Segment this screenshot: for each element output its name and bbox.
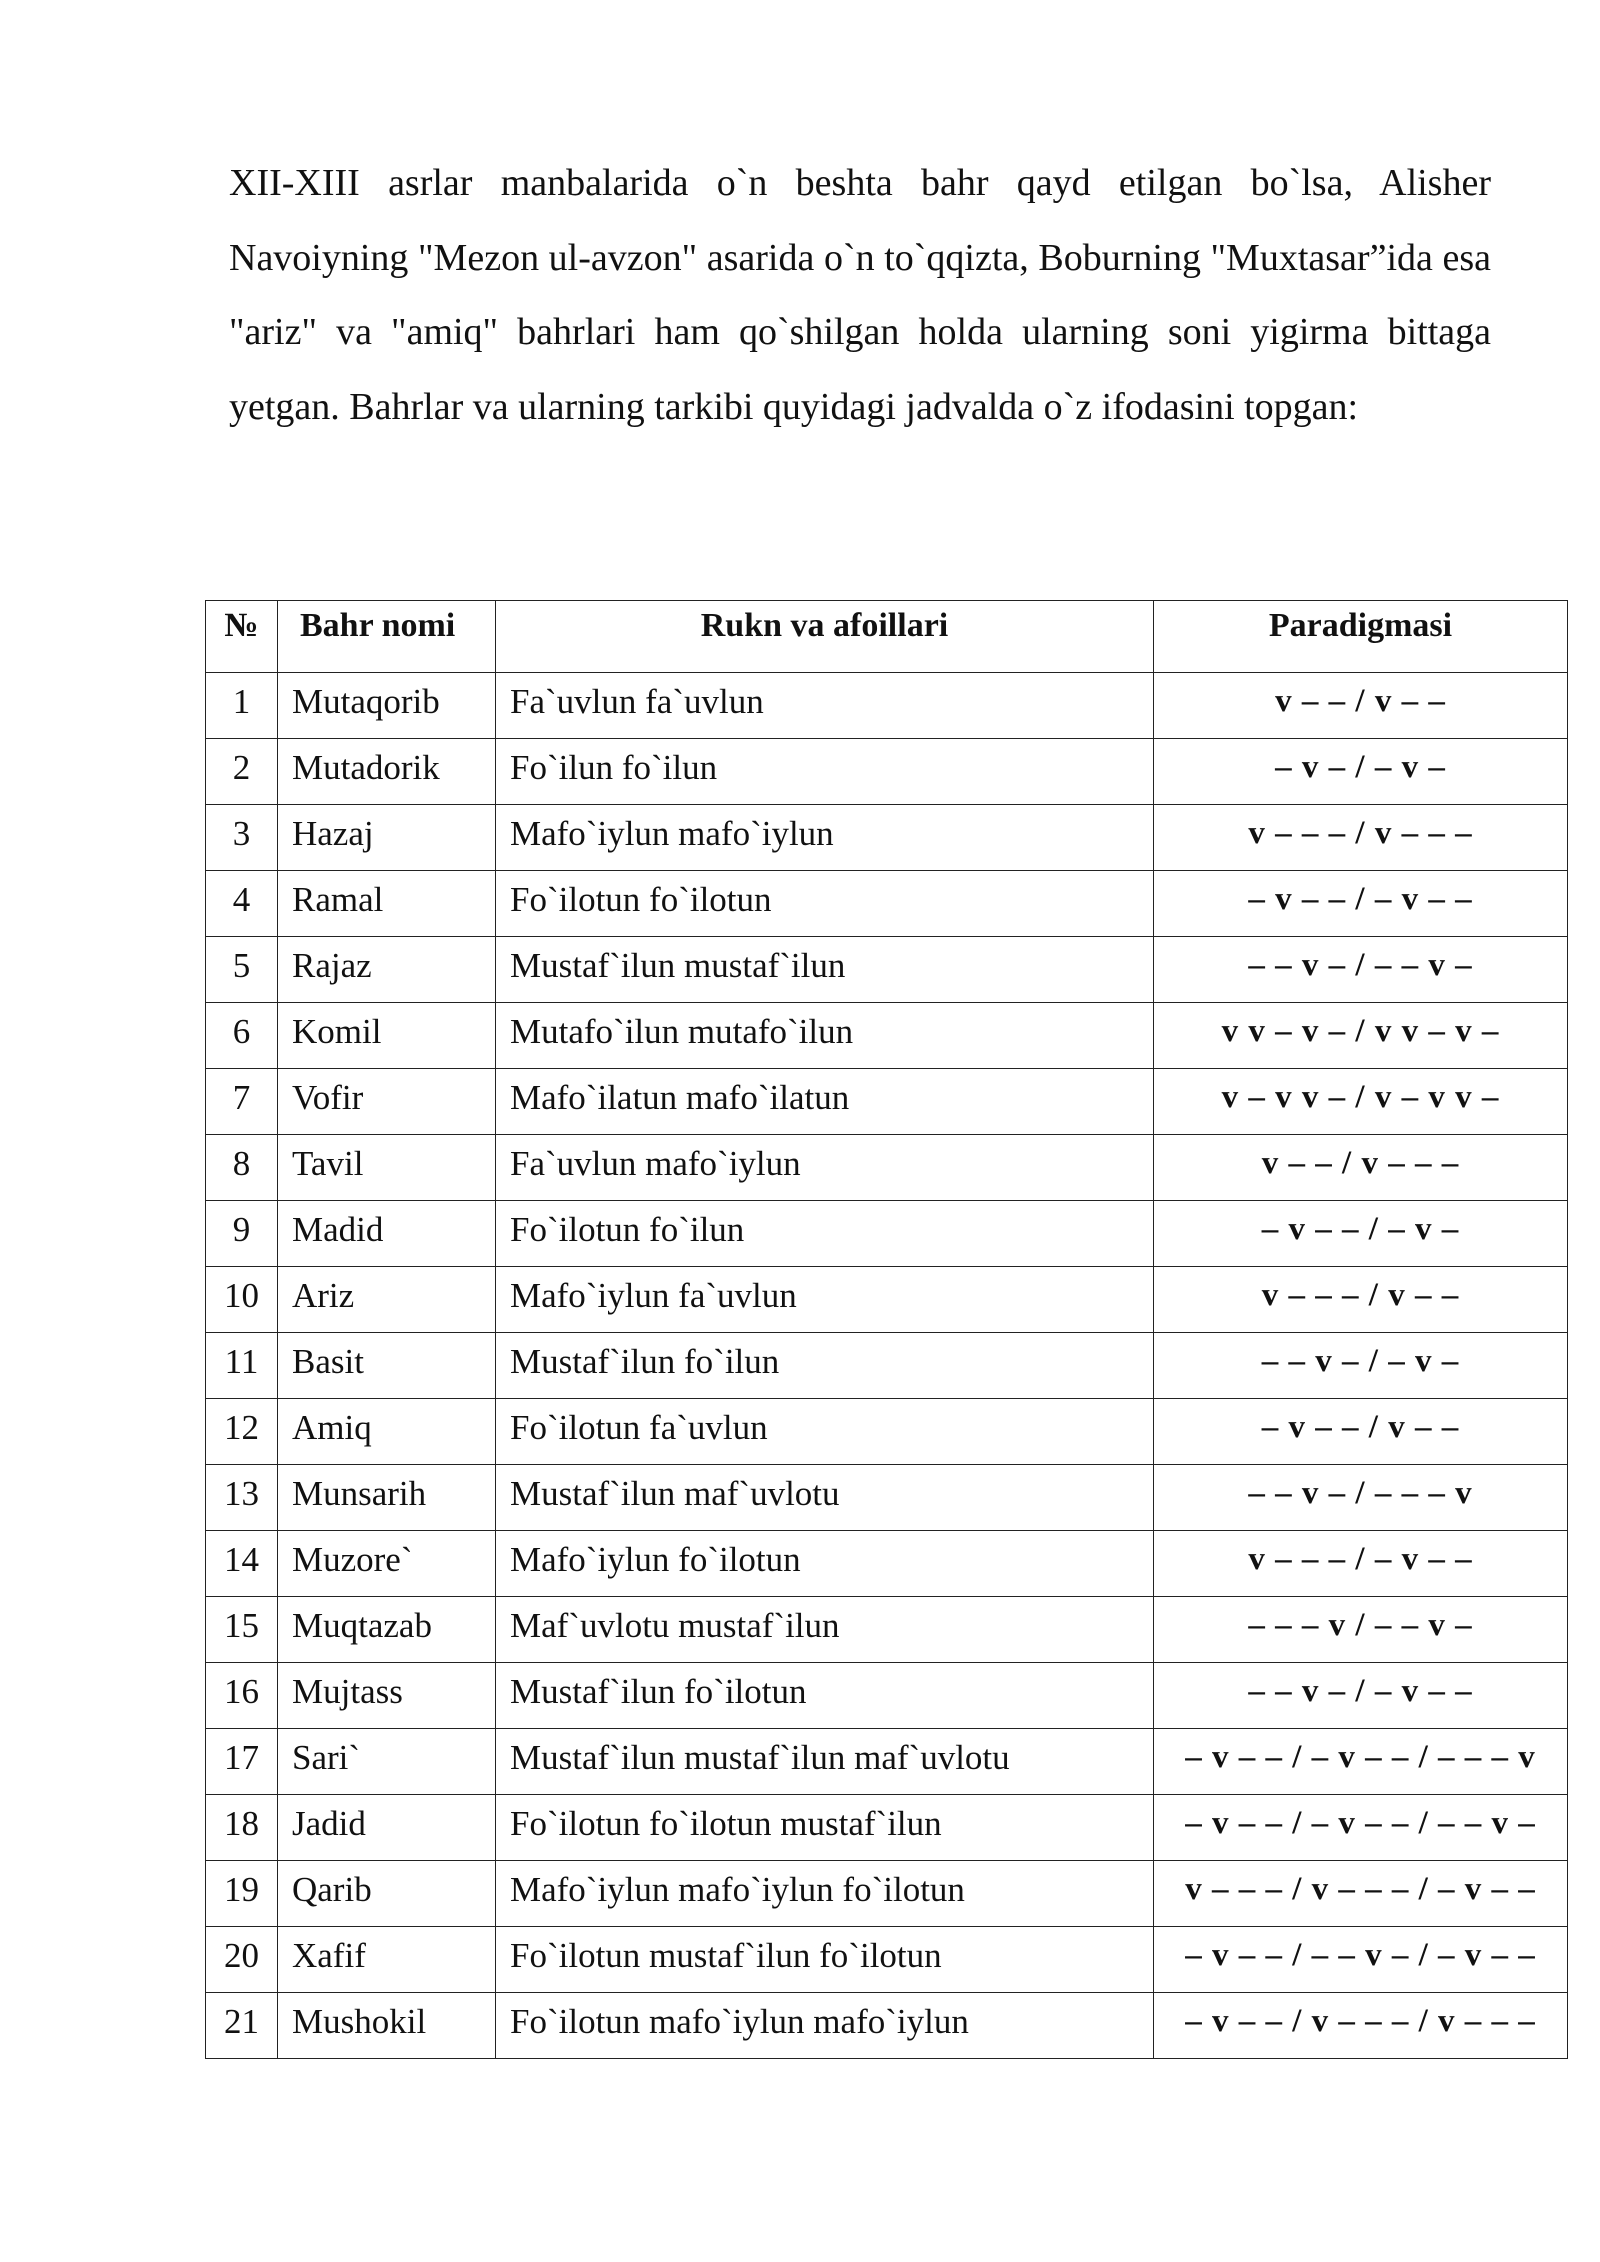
paradigm: – v – – / – v – – / – – – v — [1154, 1729, 1568, 1795]
paradigm: – – v – / – v – — [1154, 1333, 1568, 1399]
bahr-name: Mutaqorib — [278, 673, 496, 739]
rukn-afoil: Fo`ilotun mafo`iylun mafo`iylun — [496, 1993, 1154, 2059]
table-row — [206, 1465, 1568, 1531]
row-number: 7 — [206, 1069, 278, 1135]
row-number: 16 — [206, 1663, 278, 1729]
paradigm: v – – / v – – – — [1154, 1135, 1568, 1201]
row-number: 3 — [206, 805, 278, 871]
paradigm: v – – / v – – — [1154, 673, 1568, 739]
paradigm: v – – – / v – – – — [1154, 805, 1568, 871]
rukn-afoil: Mafo`iylun fo`ilotun — [496, 1531, 1154, 1597]
rukn-afoil: Mafo`ilatun mafo`ilatun — [496, 1069, 1154, 1135]
row-number: 6 — [206, 1003, 278, 1069]
table-row — [206, 1333, 1568, 1399]
paradigm: – v – – / v – – — [1154, 1399, 1568, 1465]
table-row — [206, 1003, 1568, 1069]
rukn-afoil: Fa`uvlun mafo`iylun — [496, 1135, 1154, 1201]
table-body — [206, 673, 1568, 2059]
rukn-afoil: Mustaf`ilun mustaf`ilun maf`uvlotu — [496, 1729, 1154, 1795]
paradigm: v v – v – / v v – v – — [1154, 1003, 1568, 1069]
table-row — [206, 1663, 1568, 1729]
paradigm: – v – – / – v – — [1154, 1201, 1568, 1267]
row-number: 15 — [206, 1597, 278, 1663]
bahr-table — [205, 600, 1568, 2059]
header-number: № — [206, 601, 278, 673]
header-rukn: Rukn va afoillari — [496, 601, 1154, 673]
paradigm: v – – – / v – – – / – v – – — [1154, 1861, 1568, 1927]
paradigm: – v – – / v – – – / v – – – — [1154, 1993, 1568, 2059]
table-row — [206, 1597, 1568, 1663]
rukn-afoil: Mafo`iylun fa`uvlun — [496, 1267, 1154, 1333]
table-row — [206, 1135, 1568, 1201]
rukn-afoil: Mutafo`ilun mutafo`ilun — [496, 1003, 1154, 1069]
paradigm: – v – / – v – — [1154, 739, 1568, 805]
bahr-name: Muqtazab — [278, 1597, 496, 1663]
rukn-afoil: Fo`ilotun fo`ilun — [496, 1201, 1154, 1267]
bahr-name: Ramal — [278, 871, 496, 937]
bahr-name: Hazaj — [278, 805, 496, 871]
row-number: 9 — [206, 1201, 278, 1267]
table-row — [206, 1531, 1568, 1597]
row-number: 17 — [206, 1729, 278, 1795]
bahr-name: Sari` — [278, 1729, 496, 1795]
row-number: 18 — [206, 1795, 278, 1861]
row-number: 1 — [206, 673, 278, 739]
table-row — [206, 805, 1568, 871]
rukn-afoil: Mafo`iylun mafo`iylun — [496, 805, 1154, 871]
bahr-name: Muzore` — [278, 1531, 496, 1597]
rukn-afoil: Fo`ilun fo`ilun — [496, 739, 1154, 805]
paradigm: – v – – / – – v – / – v – – — [1154, 1927, 1568, 1993]
rukn-afoil: Maf`uvlotu mustaf`ilun — [496, 1597, 1154, 1663]
row-number: 21 — [206, 1993, 278, 2059]
rukn-afoil: Mustaf`ilun maf`uvlotu — [496, 1465, 1154, 1531]
bahr-name: Rajaz — [278, 937, 496, 1003]
bahr-name: Munsarih — [278, 1465, 496, 1531]
rukn-afoil: Fo`ilotun mustaf`ilun fo`ilotun — [496, 1927, 1154, 1993]
rukn-afoil: Fo`ilotun fo`ilotun — [496, 871, 1154, 937]
bahr-name: Jadid — [278, 1795, 496, 1861]
paradigm: – – – v / – – v – — [1154, 1597, 1568, 1663]
bahr-name: Basit — [278, 1333, 496, 1399]
bahr-name: Tavil — [278, 1135, 496, 1201]
row-number: 11 — [206, 1333, 278, 1399]
table-row — [206, 1069, 1568, 1135]
table-row — [206, 1729, 1568, 1795]
rukn-afoil: Mustaf`ilun mustaf`ilun — [496, 937, 1154, 1003]
paradigm: v – – – / – v – – — [1154, 1531, 1568, 1597]
table-row — [206, 1927, 1568, 1993]
table-row — [206, 1861, 1568, 1927]
table-row — [206, 871, 1568, 937]
table-row — [206, 1399, 1568, 1465]
bahr-name: Qarib — [278, 1861, 496, 1927]
rukn-afoil: Fo`ilotun fa`uvlun — [496, 1399, 1154, 1465]
row-number: 2 — [206, 739, 278, 805]
row-number: 10 — [206, 1267, 278, 1333]
row-number: 8 — [206, 1135, 278, 1201]
table-row — [206, 1795, 1568, 1861]
bahr-name: Xafif — [278, 1927, 496, 1993]
row-number: 5 — [206, 937, 278, 1003]
bahr-name: Komil — [278, 1003, 496, 1069]
bahr-name: Madid — [278, 1201, 496, 1267]
bahr-name: Mutadorik — [278, 739, 496, 805]
table-row — [206, 673, 1568, 739]
paradigm: – – v – / – – v – — [1154, 937, 1568, 1003]
bahr-name: Mujtass — [278, 1663, 496, 1729]
row-number: 19 — [206, 1861, 278, 1927]
paradigm: – – v – / – v – – — [1154, 1663, 1568, 1729]
intro-paragraph: XII-XIII asrlar manbalarida o`n beshta bahr qayd etilgan bo`lsa, Alisher Navoiyning "Mezon ul-avzon" asarida o`n to`qqizta, Boburning "Muxtasar”ida esa "ariz" va "amiq" bahrlari ham qo`shilgan holda ularning soni yigirma bittaga yetgan. Bahrlar va ularning tarkibi quyidagi jadvalda o`z ifodasini topgan: — [229, 162, 1491, 428]
header-bahr-name: Bahr nomi — [278, 601, 496, 673]
table-header — [206, 601, 1568, 673]
bahr-name: Ariz — [278, 1267, 496, 1333]
rukn-afoil: Mustaf`ilun fo`ilotun — [496, 1663, 1154, 1729]
row-number: 13 — [206, 1465, 278, 1531]
table-row — [206, 1267, 1568, 1333]
bahr-name: Vofir — [278, 1069, 496, 1135]
paradigm: v – – – / v – – — [1154, 1267, 1568, 1333]
table-row — [206, 937, 1568, 1003]
row-number: 14 — [206, 1531, 278, 1597]
row-number: 20 — [206, 1927, 278, 1993]
bahr-name: Amiq — [278, 1399, 496, 1465]
header-paradigm: Paradigmasi — [1154, 601, 1568, 673]
rukn-afoil: Fa`uvlun fa`uvlun — [496, 673, 1154, 739]
paradigm: v – v v – / v – v v – — [1154, 1069, 1568, 1135]
paradigm: – v – – / – v – – — [1154, 871, 1568, 937]
table-row — [206, 1201, 1568, 1267]
table-header-row — [206, 601, 1568, 673]
rukn-afoil: Mustaf`ilun fo`ilun — [496, 1333, 1154, 1399]
row-number: 4 — [206, 871, 278, 937]
paradigm: – – v – / – – – v — [1154, 1465, 1568, 1531]
rukn-afoil: Fo`ilotun fo`ilotun mustaf`ilun — [496, 1795, 1154, 1861]
rukn-afoil: Mafo`iylun mafo`iylun fo`ilotun — [496, 1861, 1154, 1927]
paradigm: – v – – / – v – – / – – v – — [1154, 1795, 1568, 1861]
table-row — [206, 739, 1568, 805]
bahr-name: Mushokil — [278, 1993, 496, 2059]
row-number: 12 — [206, 1399, 278, 1465]
table-row — [206, 1993, 1568, 2059]
